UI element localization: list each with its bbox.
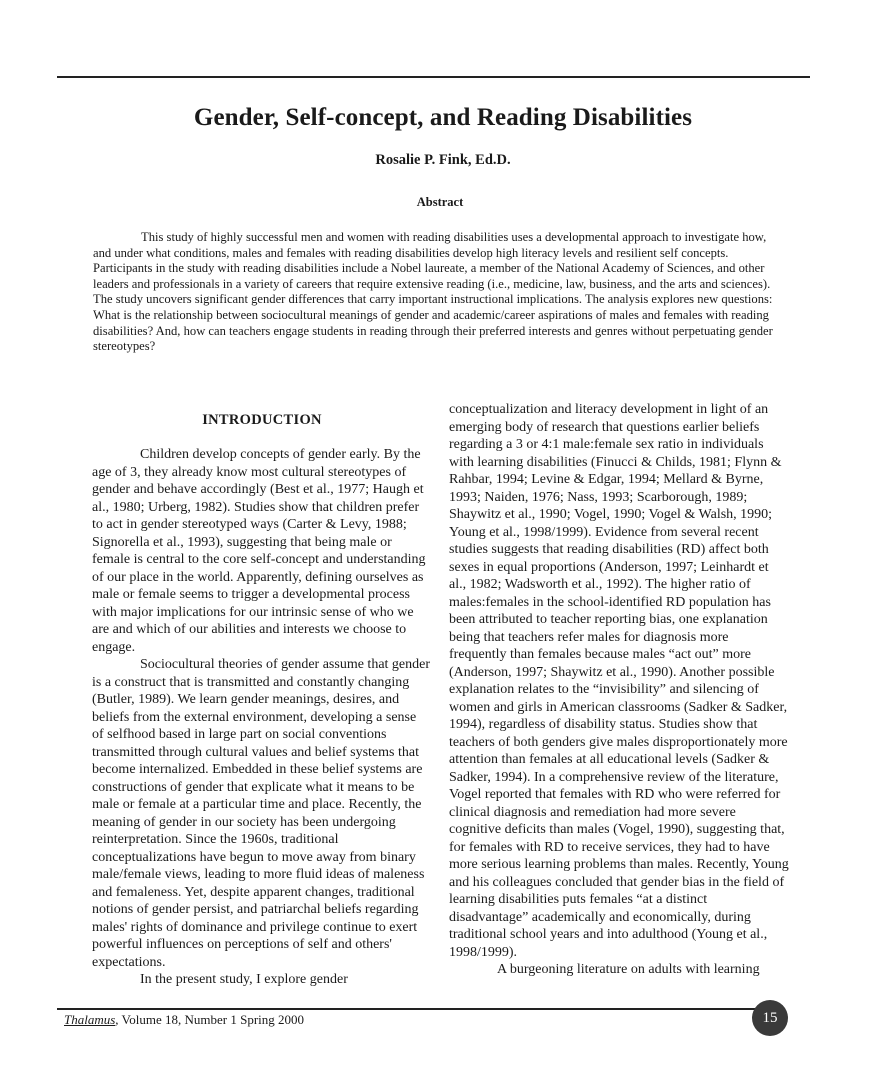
abstract-body bbox=[93, 230, 787, 355]
introduction-heading: INTRODUCTION bbox=[202, 412, 322, 428]
top-rule bbox=[57, 76, 810, 78]
journal-name: Thalamus bbox=[64, 1012, 116, 1027]
paragraph: In the present study, I explore gender bbox=[140, 972, 348, 987]
left-column bbox=[92, 446, 430, 989]
right-column bbox=[449, 401, 789, 979]
paragraph: conceptualization and literacy development in light of an emerging body of research that questions earlier beliefs regarding a 3 or 4:1 male:female sex ratio in individuals with learning disabilities (Finucci & Childs, 1981; Flynn & Rahbar, 1994; Levine & Edgar, 1994; Mellard & Byrne, 1993; Naiden, 1976; Nass, 1993; Scarborough, 1989; Shaywitz et al., 1990; Vogel, 1990; Vogel & Walsh, 1990; Young et al., 1998/1999). Evidence from several recent studies suggests that reading disabilities (RD) affect both sexes in equal proportions (Anderson, 1997; Leinhardt et al., 1982; Wadsworth et al., 1992). The higher ratio of males:females in the school-identified RD population has been attributed to teacher reporting bias, one explanation being that teachers refer males for diagnosis more frequently than females because males “act out” more (Anderson, 1997; Shaywitz et al., 1990). Another possible explanation relates to the “invisibility” and silencing of women and girls in American classrooms (Sadker & Sadker, 1994), regardless of disability status. Studies show that teachers of both genders give males disproportionately more attention than females at all educational levels (Sadker & Sadker, 1994). In a comprehensive review of the literature, Vogel reported that females with RD who were referred for clinical diagnosis and remediation had more severe cognitive deficits than males (Vogel, 1990), suggesting that, for females with RD to receive services, they had to have more serious learning problems than males. Recently, Young and his colleagues concluded that gender bias in the field of learning disabilities puts females “at a distinct disadvantage” academically and economically, during traditional school years and into adulthood (Young et al., 1998/1999). bbox=[449, 402, 789, 960]
abstract-heading: Abstract bbox=[416, 195, 464, 209]
bottom-rule bbox=[57, 1008, 765, 1010]
footer-citation bbox=[64, 1012, 304, 1028]
page-number-badge: 15 bbox=[752, 1000, 788, 1036]
paragraph: Children develop concepts of gender early. By the age of 3, they already know most cultural stereotypes of gender and behave accordingly (Best et al., 1977; Haugh et al., 1980; Urberg, 1982). Studies show that children prefer to act in gender stereotyped ways (Carter & Levy, 1988; Signorella et al., 1993), suggesting that being male or female is central to the core self-concept and understanding of our place in the world. Apparently, defining ourselves as male or female seems to trigger a developmental process with major implications for our intrinsic sense of who we are and which of our abilities and interests we choose to engage. bbox=[92, 447, 426, 655]
author-name: Rosalie P. Fink, Ed.D. bbox=[375, 152, 511, 168]
paragraph: A burgeoning literature on adults with learning bbox=[497, 962, 760, 977]
abstract-text: This study of highly successful men and women with reading disabilities uses a developmental approach to investigate how, and under what conditions, males and females with reading disabilities develop high literacy levels and resilient self concepts. Participants in the study with reading disabilities include a Nobel laureate, a member of the National Academy of Sciences, and other leaders and professionals in a variety of careers that require extensive reading (i.e., medicine, law, business, and the arts and sciences). The study uncovers significant gender differences that carry important instructional implications. The analysis explores new questions: What is the relationship between sociocultural meanings of gender and academic/career aspirations of males and females with reading disabilities? And, how can teachers engage students in reading through their preferred interests and genres without perpetuating gender stereotypes? bbox=[93, 230, 773, 354]
issue-info: , Volume 18, Number 1 Spring 2000 bbox=[115, 1012, 305, 1027]
paragraph: Sociocultural theories of gender assume that gender is a construct that is transmitted and constantly changing (Butler, 1989). We learn gender meanings, desires, and beliefs from the external environment, developing a sense of selfhood based in large part on social conventions transmitted through cultural values and belief systems that become internalized. Embedded in these belief systems are constructions of gender that explicate what it means to be male or female at a particular time and place. Recently, the meaning of gender in our society has been undergoing reinterpretation. Since the 1960s, traditional conceptualizations have begun to move away from binary male/female views, leading to more fluid ideas of maleness and femaleness. Yet, despite apparent changes, traditional notions of gender persist, and patriarchal beliefs regarding males' rights of dominance and privilege continue to exert powerful influences on perceptions of self and others' expectations. bbox=[92, 657, 431, 970]
article-title: Gender, Self-concept, and Reading Disabilities bbox=[193, 104, 693, 131]
